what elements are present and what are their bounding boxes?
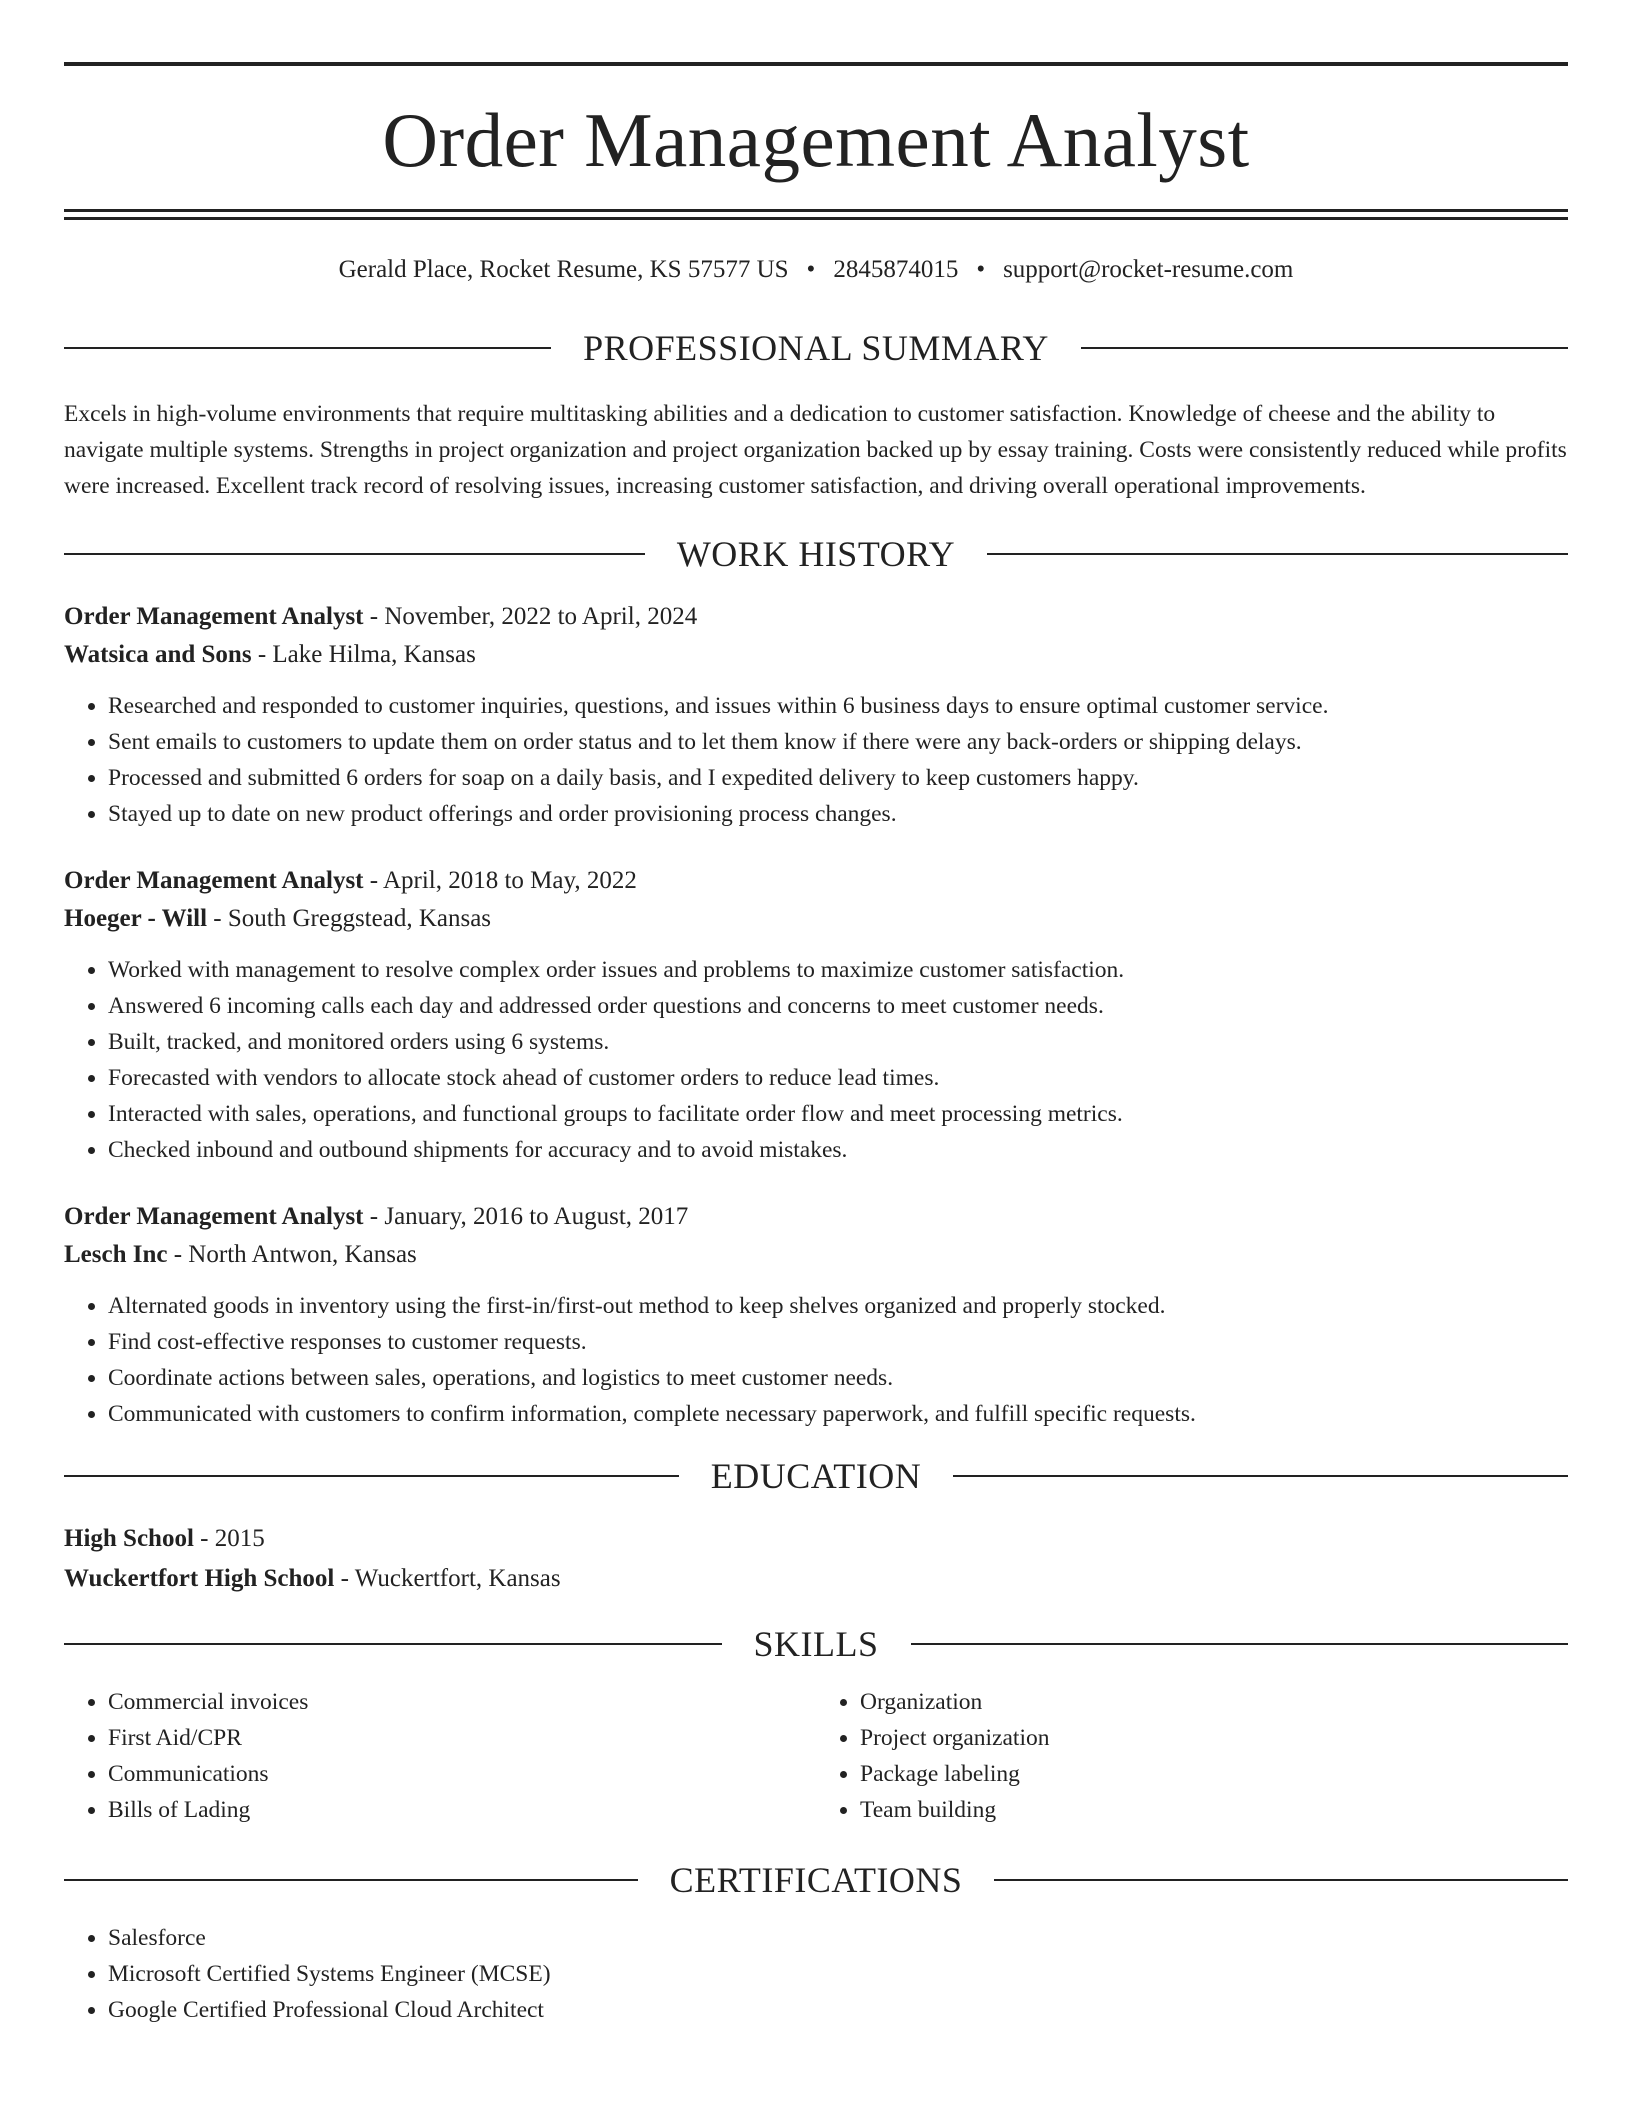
section-heading-education: [64, 1458, 1568, 1494]
skill-item: • Organization: [860, 1684, 1568, 1720]
job-company: Lesch Inc: [64, 1241, 168, 1268]
job-company: Watsica and Sons: [64, 641, 252, 668]
job-dates: - January, 2016 to August, 2017: [363, 1203, 689, 1230]
job-title-line: [64, 600, 1568, 634]
job-dates: - April, 2018 to May, 2022: [363, 867, 637, 894]
job-title: Order Management Analyst: [64, 867, 364, 894]
list-item: • Sent emails to customers to update them on order status and to let them know if there were any back-orders or shipping delays.: [108, 724, 1568, 760]
skills-list-left: [64, 1684, 816, 1828]
list-item: • Find cost-effective responses to customer requests.: [108, 1324, 1568, 1360]
summary-paragraph: Excels in high-volume environments that require multitasking abilities and a dedication to customer satisfaction. Knowledge of cheese and the ability to navigate multiple systems. Strengths in project organization and project organization backed up by essay training. Costs were consistently reduced while profits were increased. Excellent track record of resolving issues, increasing customer satisfaction, and driving overall operational improvements.: [64, 401, 1567, 499]
contact-separator: •: [976, 256, 986, 283]
education-degree: High School: [64, 1525, 194, 1552]
list-item: • Processed and submitted 6 orders for soap on a daily basis, and I expedited delivery to keep customers happy.: [108, 760, 1568, 796]
education-location: - Wuckertfort, Kansas: [334, 1565, 561, 1592]
section-title: WORK HISTORY: [676, 534, 956, 574]
job-bullets: [64, 688, 1568, 832]
education-school-line: [64, 1562, 1568, 1596]
education-year: - 2015: [193, 1525, 265, 1552]
section-heading-work: [64, 536, 1568, 572]
skill-item: • Commercial invoices: [108, 1684, 816, 1720]
contact-email: support@rocket-resume.com: [1003, 256, 1294, 283]
section-heading-certifications: [64, 1862, 1568, 1898]
list-item: • Worked with management to resolve complex order issues and problems to maximize customer satisfaction.: [108, 952, 1568, 988]
skill-item: • First Aid/CPR: [108, 1720, 816, 1756]
skills-columns: [64, 1684, 1568, 1828]
certifications-list: [64, 1920, 1568, 2028]
list-item: • Checked inbound and outbound shipments for accuracy and to avoid mistakes.: [108, 1132, 1568, 1168]
job-location: - North Antwon, Kansas: [167, 1241, 417, 1268]
education-degree-line: [64, 1522, 1568, 1556]
job-location: - South Greggstead, Kansas: [207, 905, 492, 932]
job-bullets: [64, 1288, 1568, 1432]
contact-phone: 2845874015: [833, 256, 959, 283]
list-item: • Stayed up to date on new product offerings and order provisioning process changes.: [108, 796, 1568, 832]
header-double-rule: [64, 209, 1568, 220]
job-company-line: [64, 1238, 1568, 1272]
certification-item: • Microsoft Certified Systems Engineer (MCSE): [108, 1956, 1568, 1992]
section-title: SKILLS: [753, 1624, 879, 1664]
skills-list-right: [816, 1684, 1568, 1828]
skill-item: • Project organization: [860, 1720, 1568, 1756]
list-item: • Communicated with customers to confirm information, complete necessary paperwork, and fulfill specific requests.: [108, 1396, 1568, 1432]
skill-item: • Team building: [860, 1792, 1568, 1828]
job-dates: - November, 2022 to April, 2024: [363, 603, 698, 630]
contact-line: [64, 256, 1568, 284]
list-item: • Interacted with sales, operations, and functional groups to facilitate order flow and meet processing metrics.: [108, 1096, 1568, 1132]
header-top-rule: [64, 62, 1568, 66]
contact-separator: •: [806, 256, 816, 283]
list-item: • Researched and responded to customer inquiries, questions, and issues within 6 business days to ensure optimal customer service.: [108, 688, 1568, 724]
section-title: EDUCATION: [710, 1456, 922, 1496]
job-entry: [64, 600, 1568, 832]
resume-title: Order Management Analyst: [382, 97, 1250, 183]
list-item: • Coordinate actions between sales, operations, and logistics to meet customer needs.: [108, 1360, 1568, 1396]
job-title: Order Management Analyst: [64, 603, 364, 630]
section-heading-skills: [64, 1626, 1568, 1662]
job-title-line: [64, 1200, 1568, 1234]
job-location: - Lake Hilma, Kansas: [251, 641, 476, 668]
contact-address: Gerald Place, Rocket Resume, KS 57577 US: [338, 256, 789, 283]
certification-item: • Google Certified Professional Cloud Architect: [108, 1992, 1568, 2028]
skill-item: • Package labeling: [860, 1756, 1568, 1792]
section-title: PROFESSIONAL SUMMARY: [583, 328, 1049, 368]
skill-item: • Communications: [108, 1756, 816, 1792]
job-entry: [64, 1200, 1568, 1432]
list-item: • Built, tracked, and monitored orders using 6 systems.: [108, 1024, 1568, 1060]
list-item: • Forecasted with vendors to allocate stock ahead of customer orders to reduce lead times.: [108, 1060, 1568, 1096]
job-company-line: [64, 638, 1568, 672]
job-bullets: [64, 952, 1568, 1168]
section-title: CERTIFICATIONS: [669, 1860, 963, 1900]
education-entry: [64, 1522, 1568, 1596]
job-company-line: [64, 902, 1568, 936]
job-title-line: [64, 864, 1568, 898]
job-title: Order Management Analyst: [64, 1203, 364, 1230]
skill-item: • Bills of Lading: [108, 1792, 816, 1828]
list-item: • Answered 6 incoming calls each day and addressed order questions and concerns to meet customer needs.: [108, 988, 1568, 1024]
job-company: Hoeger - Will: [64, 905, 208, 932]
certification-item: • Salesforce: [108, 1920, 1568, 1956]
education-school: Wuckertfort High School: [64, 1565, 335, 1592]
job-entry: [64, 864, 1568, 1168]
section-heading-summary: [64, 330, 1568, 366]
list-item: • Alternated goods in inventory using the first-in/first-out method to keep shelves organized and properly stocked.: [108, 1288, 1568, 1324]
